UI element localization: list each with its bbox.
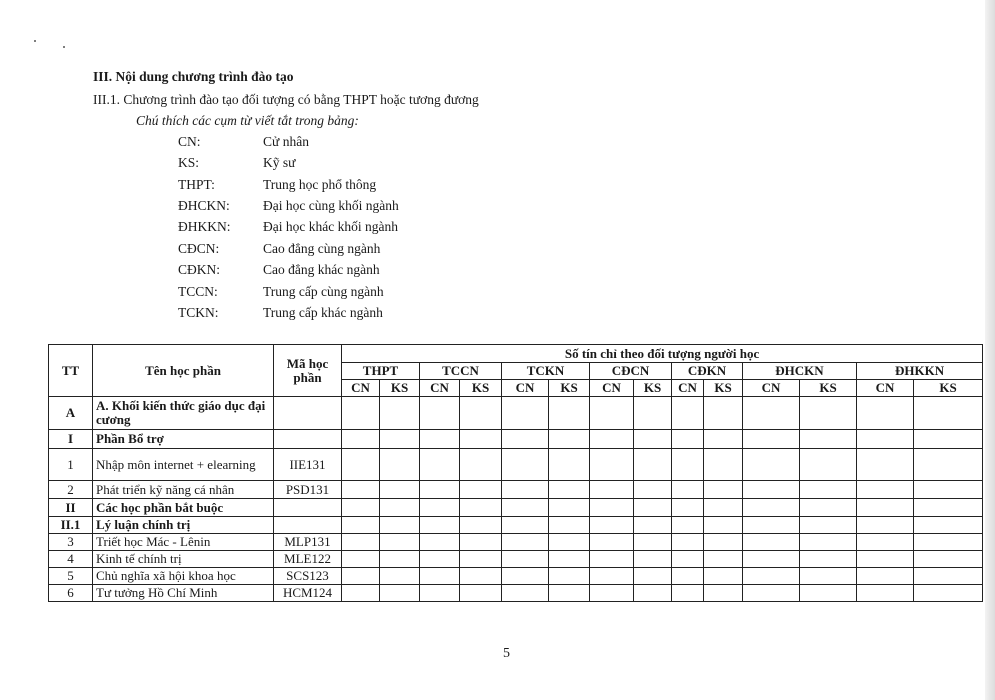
scan-speck xyxy=(63,46,65,48)
abbreviation-code: THPT: xyxy=(178,177,215,192)
abbreviation-code: TCCN: xyxy=(178,284,218,299)
row-course-code xyxy=(274,517,342,534)
row-tt: 5 xyxy=(49,568,93,585)
abbreviation-code: CN: xyxy=(178,134,201,149)
row-course-code: MLP131 xyxy=(274,534,342,551)
abbreviation-code: CĐKN: xyxy=(178,262,221,277)
abbreviation-meaning: Cao đẳng khác ngành xyxy=(263,262,380,277)
subsection-title: III.1. Chương trình đào tạo đối tượng có bằng THPT hoặc tương đương xyxy=(93,92,479,107)
abbreviation-meaning: Đại học cùng khối ngành xyxy=(263,198,399,213)
header-cn: CN xyxy=(420,380,460,397)
abbreviation-meaning: Cao đẳng cùng ngành xyxy=(263,241,381,256)
scan-speck xyxy=(34,40,36,42)
header-cn: CN xyxy=(502,380,549,397)
row-tt: 2 xyxy=(49,481,93,499)
table-row xyxy=(49,585,983,602)
row-tt: 6 xyxy=(49,585,93,602)
row-course-code xyxy=(274,430,342,449)
header-credits-group: Số tín chỉ theo đối tượng người học xyxy=(342,345,983,363)
header-cn: CN xyxy=(857,380,914,397)
abbreviation-code: ĐHKKN: xyxy=(178,219,231,234)
row-course-name: Nhập môn internet + elearning xyxy=(93,449,274,481)
header-group-tckn: TCKN xyxy=(502,363,590,380)
header-ks: KS xyxy=(914,380,983,397)
header-course-name: Tên học phần xyxy=(93,345,274,397)
header-cn: CN xyxy=(743,380,800,397)
header-group-cdcn: CĐCN xyxy=(590,363,672,380)
page-number: 5 xyxy=(503,646,510,661)
table-row xyxy=(49,568,983,585)
abbreviation-code: ĐHCKN: xyxy=(178,198,230,213)
abbreviation-code: TCKN: xyxy=(178,305,219,320)
header-cn: CN xyxy=(590,380,634,397)
row-course-name: Chủ nghĩa xã hội khoa học xyxy=(93,568,274,585)
table-row xyxy=(49,499,983,517)
header-cn: CN xyxy=(342,380,380,397)
row-course-name: Triết học Mác - Lênin xyxy=(93,534,274,551)
row-course-code: PSD131 xyxy=(274,481,342,499)
table-row xyxy=(49,397,983,430)
header-group-thpt: THPT xyxy=(342,363,420,380)
section-title: III. Nội dung chương trình đào tạo xyxy=(93,69,294,84)
header-ks: KS xyxy=(634,380,672,397)
scan-page-edge xyxy=(985,0,995,700)
header-group-tccn: TCCN xyxy=(420,363,502,380)
row-course-name: Lý luận chính trị xyxy=(93,517,274,534)
row-course-code: MLE122 xyxy=(274,551,342,568)
table-row xyxy=(49,551,983,568)
row-tt: I xyxy=(49,430,93,449)
table-row xyxy=(49,449,983,481)
row-tt: 3 xyxy=(49,534,93,551)
abbreviation-meaning: Cử nhân xyxy=(263,134,309,149)
header-cn: CN xyxy=(672,380,704,397)
header-group-dhkkn: ĐHKKN xyxy=(857,363,983,380)
abbreviation-meaning: Trung cấp cùng ngành xyxy=(263,284,384,299)
row-course-name: Các học phần bắt buộc xyxy=(93,499,274,517)
table-row xyxy=(49,534,983,551)
header-ks: KS xyxy=(380,380,420,397)
row-tt: 1 xyxy=(49,449,93,481)
abbreviation-code: CĐCN: xyxy=(178,241,220,256)
row-tt: A xyxy=(49,397,93,430)
row-course-code: HCM124 xyxy=(274,585,342,602)
header-ks: KS xyxy=(704,380,743,397)
header-course-code: Mã học phần xyxy=(274,345,342,397)
table-row xyxy=(49,430,983,449)
abbreviation-meaning: Kỹ sư xyxy=(263,155,296,170)
header-ks: KS xyxy=(460,380,502,397)
row-course-name: Phần Bổ trợ xyxy=(93,430,274,449)
row-tt: II xyxy=(49,499,93,517)
abbreviation-meaning: Đại học khác khối ngành xyxy=(263,219,398,234)
header-ks: KS xyxy=(549,380,590,397)
row-course-name: Tư tưởng Hồ Chí Minh xyxy=(93,585,274,602)
abbreviation-legend-title: Chú thích các cụm từ viết tắt trong bảng: xyxy=(136,113,359,128)
curriculum-table xyxy=(48,344,983,602)
abbreviation-code: KS: xyxy=(178,155,200,170)
table-row xyxy=(49,517,983,534)
header-ks: KS xyxy=(800,380,857,397)
row-course-name: Phát triển kỹ năng cá nhân xyxy=(93,481,274,499)
row-course-code: IIE131 xyxy=(274,449,342,481)
header-group-dhckn: ĐHCKN xyxy=(743,363,857,380)
row-course-code: SCS123 xyxy=(274,568,342,585)
header-group-cdkn: CĐKN xyxy=(672,363,743,380)
row-tt: II.1 xyxy=(49,517,93,534)
row-tt: 4 xyxy=(49,551,93,568)
abbreviation-meaning: Trung học phổ thông xyxy=(263,177,377,192)
abbreviation-meaning: Trung cấp khác ngành xyxy=(263,305,383,320)
header-tt: TT xyxy=(49,345,93,397)
row-course-code xyxy=(274,397,342,430)
row-course-name: A. Khối kiến thức giáo dục đại cương xyxy=(93,397,274,430)
row-course-name: Kinh tế chính trị xyxy=(93,551,274,568)
row-course-code xyxy=(274,499,342,517)
table-row xyxy=(49,481,983,499)
